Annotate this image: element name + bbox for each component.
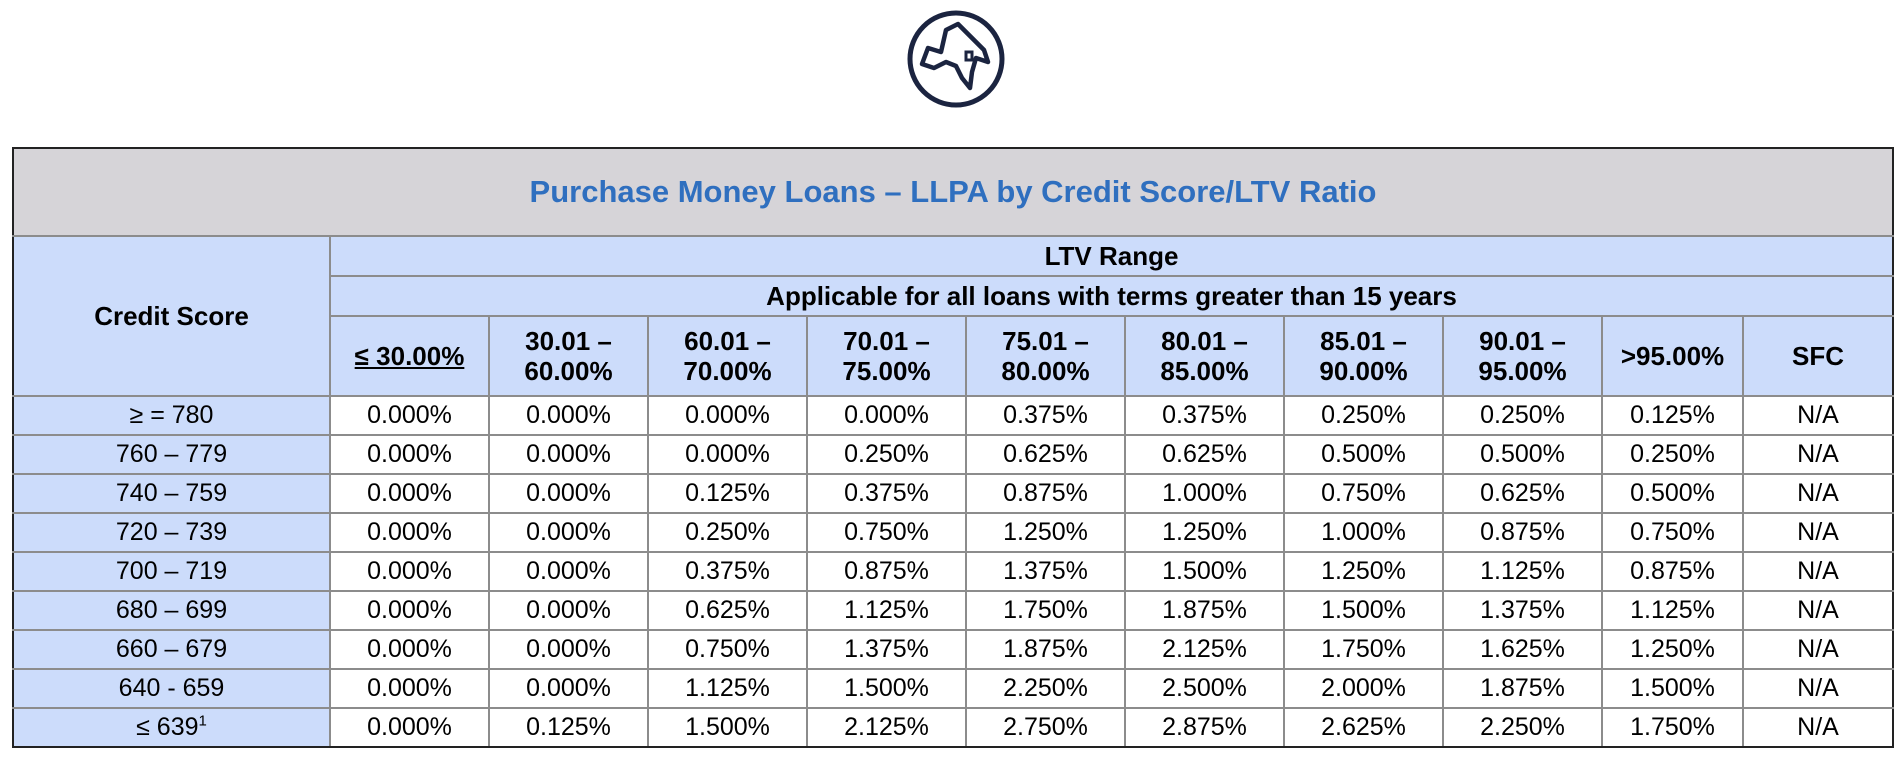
llpa-value-cell: 0.000% <box>330 708 489 747</box>
llpa-value-cell: 0.000% <box>330 513 489 552</box>
llpa-value-cell: 0.875% <box>966 474 1125 513</box>
ltv-column-header-line2: 75.00% <box>842 356 931 386</box>
llpa-value-cell: 0.750% <box>807 513 966 552</box>
llpa-value-cell: 0.000% <box>330 396 489 435</box>
credit-score-value: 640 - 659 <box>118 674 225 702</box>
llpa-value-cell: 1.500% <box>648 708 807 747</box>
ltv-column-header-line1: >95.00% <box>1620 341 1725 371</box>
llpa-value-cell: 1.875% <box>1443 669 1602 708</box>
llpa-value-cell: 0.000% <box>330 435 489 474</box>
llpa-value-cell: 1.500% <box>1125 552 1284 591</box>
llpa-value-cell: 1.250% <box>1602 630 1743 669</box>
llpa-value-cell: N/A <box>1743 708 1893 747</box>
llpa-value-cell: 1.875% <box>966 630 1125 669</box>
ltv-range-header: LTV Range <box>330 236 1893 276</box>
llpa-value-cell: 1.000% <box>1125 474 1284 513</box>
llpa-value-cell: 0.000% <box>489 630 648 669</box>
llpa-value-cell: 2.125% <box>807 708 966 747</box>
llpa-value-cell: 0.000% <box>330 630 489 669</box>
llpa-value-cell: 2.750% <box>966 708 1125 747</box>
llpa-value-cell: N/A <box>1743 630 1893 669</box>
table-row <box>13 396 1893 435</box>
llpa-value-cell: 0.000% <box>330 591 489 630</box>
llpa-value-cell: 1.625% <box>1443 630 1602 669</box>
llpa-value-cell: 0.375% <box>807 474 966 513</box>
ltv-column-header <box>1743 316 1893 396</box>
llpa-value-cell: 1.875% <box>1125 591 1284 630</box>
credit-score-value: 760 – 779 <box>115 440 228 468</box>
llpa-value-cell: 1.750% <box>1602 708 1743 747</box>
credit-score-value: ≤ 639 <box>136 713 199 741</box>
llpa-value-cell: N/A <box>1743 396 1893 435</box>
llpa-table <box>12 147 1894 748</box>
credit-score-cell <box>13 513 330 552</box>
llpa-value-cell: 1.250% <box>1284 552 1443 591</box>
table-title: Purchase Money Loans – LLPA by Credit Score/LTV Ratio <box>13 148 1893 236</box>
llpa-value-cell: 1.500% <box>807 669 966 708</box>
llpa-value-cell: 1.375% <box>807 630 966 669</box>
ltv-column-header <box>1284 316 1443 396</box>
llpa-value-cell: 2.500% <box>1125 669 1284 708</box>
table-row <box>13 591 1893 630</box>
table-row <box>13 669 1893 708</box>
llpa-value-cell: 0.250% <box>648 513 807 552</box>
llpa-value-cell: 1.375% <box>966 552 1125 591</box>
llpa-value-cell: N/A <box>1743 552 1893 591</box>
llpa-value-cell: 0.000% <box>489 552 648 591</box>
llpa-value-cell: N/A <box>1743 474 1893 513</box>
table-row <box>13 630 1893 669</box>
llpa-value-cell: 1.250% <box>966 513 1125 552</box>
ltv-column-header-line1: 75.01 – <box>1002 326 1089 356</box>
ltv-column-header <box>966 316 1125 396</box>
ltv-column-header-line2: 70.00% <box>683 356 772 386</box>
table-row <box>13 474 1893 513</box>
llpa-value-cell: 0.000% <box>330 669 489 708</box>
llpa-value-cell: 1.000% <box>1284 513 1443 552</box>
credit-score-header: Credit Score <box>13 236 330 396</box>
ltv-column-header-line1: 60.01 – <box>684 326 771 356</box>
house-in-circle-logo-icon <box>906 8 1006 110</box>
llpa-value-cell: 0.000% <box>489 396 648 435</box>
llpa-value-cell: 1.250% <box>1125 513 1284 552</box>
llpa-value-cell: 2.875% <box>1125 708 1284 747</box>
table-row <box>13 513 1893 552</box>
llpa-value-cell: 1.125% <box>648 669 807 708</box>
llpa-value-cell: 0.250% <box>1602 435 1743 474</box>
llpa-value-cell: 1.750% <box>966 591 1125 630</box>
credit-score-value: 720 – 739 <box>115 518 228 546</box>
llpa-value-cell: 0.875% <box>807 552 966 591</box>
llpa-value-cell: N/A <box>1743 435 1893 474</box>
credit-score-value: 740 – 759 <box>115 479 228 507</box>
ltv-column-header-line2: 90.00% <box>1319 356 1408 386</box>
llpa-value-cell: 0.000% <box>489 591 648 630</box>
llpa-value-cell: 0.000% <box>489 435 648 474</box>
ltv-column-header-line2: 85.00% <box>1160 356 1249 386</box>
llpa-value-cell: 2.250% <box>966 669 1125 708</box>
llpa-value-cell: 0.500% <box>1284 435 1443 474</box>
llpa-value-cell: 0.875% <box>1443 513 1602 552</box>
ltv-column-header <box>1443 316 1602 396</box>
table-row <box>13 552 1893 591</box>
llpa-value-cell: 0.625% <box>1125 435 1284 474</box>
llpa-value-cell: 0.750% <box>1284 474 1443 513</box>
llpa-value-cell: 0.000% <box>330 474 489 513</box>
applicability-note: Applicable for all loans with terms greater than 15 years <box>330 276 1893 316</box>
ltv-column-header-line1: 90.01 – <box>1479 326 1566 356</box>
llpa-value-cell: 1.125% <box>1602 591 1743 630</box>
credit-score-value: 700 – 719 <box>115 557 228 585</box>
llpa-value-cell: 0.875% <box>1602 552 1743 591</box>
llpa-value-cell: 0.250% <box>807 435 966 474</box>
llpa-value-cell: 0.500% <box>1443 435 1602 474</box>
llpa-value-cell: 0.125% <box>648 474 807 513</box>
llpa-value-cell: 0.500% <box>1602 474 1743 513</box>
llpa-value-cell: 0.375% <box>966 396 1125 435</box>
llpa-value-cell: 0.625% <box>1443 474 1602 513</box>
llpa-value-cell: 0.750% <box>648 630 807 669</box>
llpa-value-cell: N/A <box>1743 669 1893 708</box>
credit-score-cell <box>13 552 330 591</box>
llpa-value-cell: 0.000% <box>489 513 648 552</box>
ltv-column-header <box>1125 316 1284 396</box>
credit-score-cell <box>13 591 330 630</box>
llpa-value-cell: N/A <box>1743 591 1893 630</box>
ltv-column-header-line2: 60.00% <box>524 356 613 386</box>
ltv-column-header-line1: SFC <box>1792 341 1845 371</box>
credit-score-cell <box>13 708 330 747</box>
ltv-column-header-line1: ≤ 30.00% <box>354 341 465 371</box>
llpa-value-cell: 0.125% <box>1602 396 1743 435</box>
llpa-value-cell: 0.000% <box>489 474 648 513</box>
llpa-value-cell: 1.125% <box>807 591 966 630</box>
llpa-value-cell: 2.000% <box>1284 669 1443 708</box>
llpa-value-cell: 0.250% <box>1284 396 1443 435</box>
llpa-value-cell: 2.250% <box>1443 708 1602 747</box>
credit-score-cell <box>13 396 330 435</box>
llpa-value-cell: 0.000% <box>807 396 966 435</box>
ltv-column-header-line2: 80.00% <box>1001 356 1090 386</box>
llpa-value-cell: 1.375% <box>1443 591 1602 630</box>
ltv-column-header-line1: 30.01 – <box>525 326 612 356</box>
ltv-column-header-line2: 95.00% <box>1478 356 1567 386</box>
credit-score-value: 660 – 679 <box>115 635 228 663</box>
credit-score-cell <box>13 474 330 513</box>
llpa-value-cell: 1.500% <box>1602 669 1743 708</box>
llpa-value-cell: N/A <box>1743 513 1893 552</box>
credit-score-cell <box>13 435 330 474</box>
llpa-value-cell: 0.000% <box>489 669 648 708</box>
llpa-value-cell: 0.625% <box>648 591 807 630</box>
llpa-value-cell: 0.625% <box>966 435 1125 474</box>
ltv-column-header <box>489 316 648 396</box>
llpa-value-cell: 0.000% <box>330 552 489 591</box>
llpa-value-cell: 0.375% <box>648 552 807 591</box>
ltv-column-header <box>1602 316 1743 396</box>
llpa-value-cell: 1.125% <box>1443 552 1602 591</box>
table-row <box>13 708 1893 747</box>
credit-score-value: 680 – 699 <box>115 596 228 624</box>
ltv-column-header <box>648 316 807 396</box>
footnote-marker: 1 <box>198 712 207 730</box>
table-row <box>13 435 1893 474</box>
llpa-value-cell: 0.750% <box>1602 513 1743 552</box>
ltv-column-header <box>330 316 489 396</box>
llpa-value-cell: 2.625% <box>1284 708 1443 747</box>
ltv-column-header <box>807 316 966 396</box>
credit-score-cell <box>13 630 330 669</box>
llpa-value-cell: 0.000% <box>648 435 807 474</box>
llpa-value-cell: 1.750% <box>1284 630 1443 669</box>
llpa-value-cell: 0.250% <box>1443 396 1602 435</box>
ltv-column-header-line1: 80.01 – <box>1161 326 1248 356</box>
llpa-value-cell: 0.375% <box>1125 396 1284 435</box>
ltv-column-header-line1: 85.01 – <box>1320 326 1407 356</box>
llpa-value-cell: 1.500% <box>1284 591 1443 630</box>
llpa-value-cell: 2.125% <box>1125 630 1284 669</box>
llpa-value-cell: 0.000% <box>648 396 807 435</box>
credit-score-value: ≥ = 780 <box>129 401 214 429</box>
credit-score-cell <box>13 669 330 708</box>
llpa-value-cell: 0.125% <box>489 708 648 747</box>
ltv-column-header-line1: 70.01 – <box>843 326 930 356</box>
